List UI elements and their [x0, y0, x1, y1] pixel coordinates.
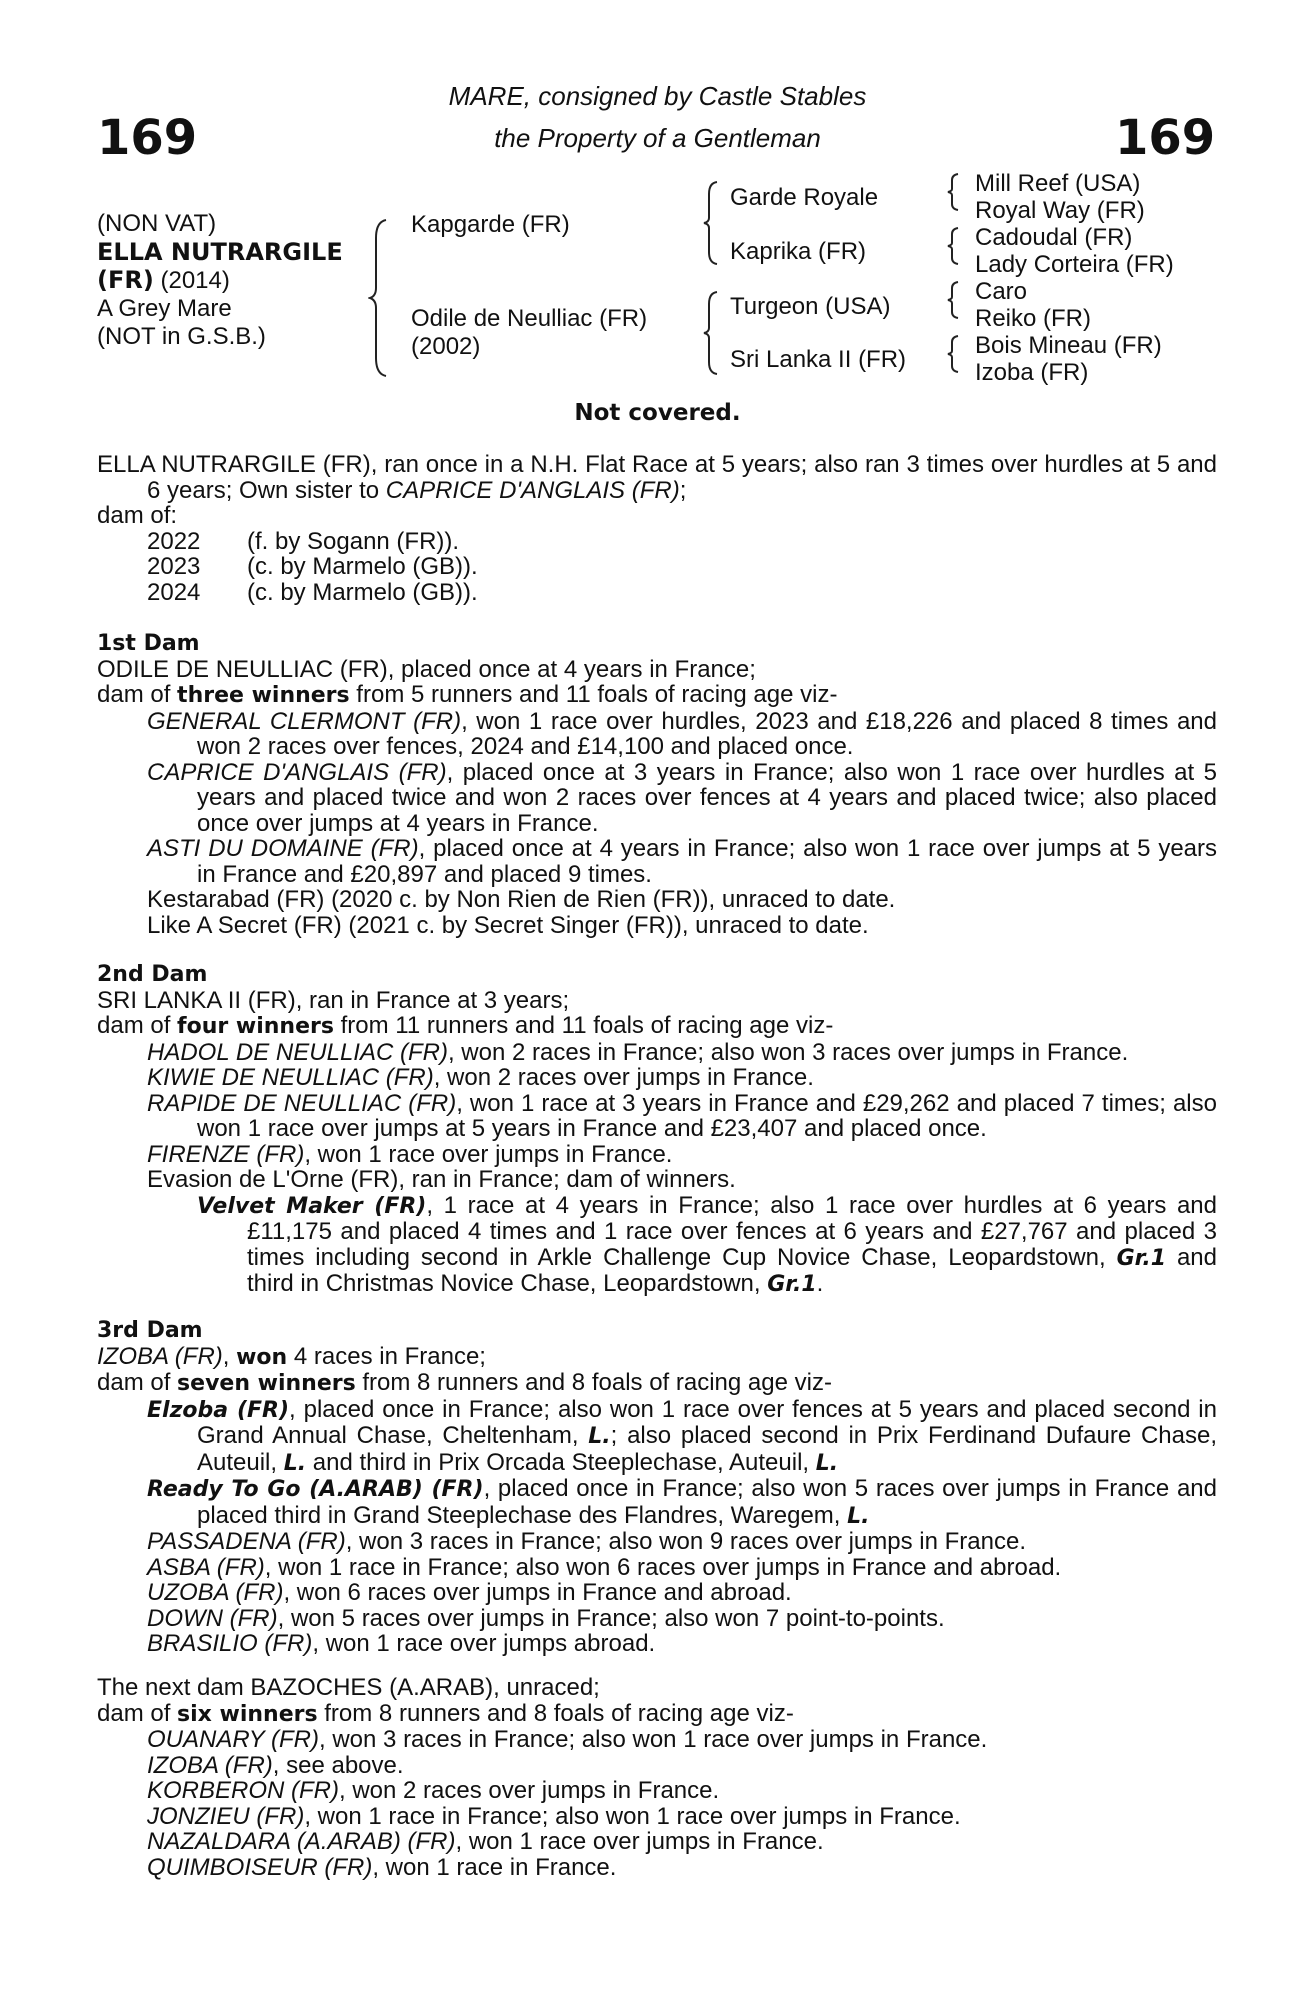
lot-number-left: 169: [97, 110, 198, 166]
horse-country: (FR): [97, 266, 154, 294]
pedigree-sire: Kapgarde (FR): [411, 211, 570, 238]
third-dam-summary: dam of seven winners from 8 runners and 8 foals of racing age viz-: [97, 1369, 832, 1396]
second-dam-section: [97, 962, 1217, 1298]
covering-status: Not covered.: [574, 400, 741, 426]
second-dam-summary: dam of four winners from 11 runners and 11 foals of racing age viz-: [97, 1012, 834, 1039]
pedigree-brace-ds: [946, 280, 960, 320]
horse-description: A Grey Mare: [97, 295, 232, 322]
offspring-entry: NAZALDARA (A.ARAB) (FR), won 1 race over jumps in France.: [147, 1828, 824, 1855]
offspring-entry: Like A Secret (FR) (2021 c. by Secret Singer (FR)), unraced to date.: [147, 911, 869, 939]
intro-text: ELLA NUTRARGILE (FR), ran once in a N.H. Flat Race at 5 years; also ran 3 times over hurdles at 5 and 6 years; Own sister to: [97, 451, 1217, 504]
offspring-entry: JONZIEU (FR), won 1 race in France; also won 1 race over jumps in France.: [147, 1802, 961, 1830]
intro-paragraph: [97, 452, 1217, 503]
offspring-entry: DOWN (FR), won 5 races over jumps in France; also won 7 point-to-points.: [147, 1604, 945, 1632]
pedigree-dss: Caro: [975, 278, 1028, 305]
third-dam-heading: 3rd Dam: [97, 1318, 203, 1343]
next-dam-line: The next dam BAZOCHES (A.ARAB), unraced;: [97, 1674, 600, 1701]
pedigree-dam-brace: [702, 290, 720, 376]
pedigree-dsd: Reiko (FR): [975, 305, 1092, 332]
foal-year: 2022: [147, 527, 201, 555]
horse-record: [97, 452, 1217, 605]
foal-desc: (c. by Marmelo (GB)).: [247, 578, 478, 606]
offspring-entry: Evasion de L'Orne (FR), ran in France; dam of winners.: [147, 1166, 736, 1193]
first-dam-summary: dam of three winners from 5 runners and 11 foals of racing age viz-: [97, 681, 838, 708]
offspring-entry: Ready To Go (A.ARAB) (FR), placed once in France; also won 5 races over jumps in France and placed third in Grand Steeplechase des Flandres, Waregem, L.: [147, 1475, 1217, 1529]
property-line: the Property of a Gentleman: [494, 123, 821, 153]
foal-row: [97, 529, 1217, 555]
offspring-entry: Elzoba (FR), placed once in France; also won 1 race over fences at 5 years and placed second in Grand Annual Chase, Cheltenham, L.; also placed second in Prix Ferdinand Dufaure Chase, Auteuil, L. and third in Prix Orcada Steeplechase, Auteuil, L.: [147, 1395, 1217, 1476]
pedigree-brace-ss: [946, 172, 960, 212]
offspring-entry: QUIMBOISEUR (FR), won 1 race in France.: [147, 1853, 617, 1881]
pedigree-dam: [411, 305, 647, 361]
consignor-line: MARE, consigned by Castle Stables: [448, 81, 867, 111]
offspring-entry: BRASILIO (FR), won 1 race over jumps abroad.: [147, 1630, 656, 1657]
second-dam-heading: 2nd Dam: [97, 962, 208, 987]
pedigree-dds: Bois Mineau (FR): [975, 332, 1162, 359]
pedigree-dam-year: (2002): [411, 333, 481, 360]
offspring-entry: FIRENZE (FR), won 1 race over jumps in France.: [147, 1140, 673, 1168]
next-dam-summary: dam of six winners from 8 runners and 8 foals of racing age viz-: [97, 1699, 794, 1727]
pedigree-sire-dam: Kaprika (FR): [730, 238, 867, 265]
pedigree-ddd: Izoba (FR): [975, 359, 1089, 386]
offspring-entry: PASSADENA (FR), won 3 races in France; also won 9 races over jumps in France.: [147, 1528, 1026, 1555]
horse-identity: [97, 210, 343, 351]
offspring-entry: HADOL DE NEULLIAC (FR), won 2 races in France; also won 3 races over jumps in France.: [147, 1038, 1129, 1066]
foal-desc: (f. by Sogann (FR)).: [247, 527, 460, 555]
offspring-entry: Kestarabad (FR) (2020 c. by Non Rien de Rien (FR)), unraced to date.: [147, 886, 896, 913]
horse-name: ELLA NUTRARGILE: [97, 238, 343, 266]
offspring-entry: KIWIE DE NEULLIAC (FR), won 2 races over jumps in France.: [147, 1064, 814, 1091]
next-dam-section: [97, 1675, 1217, 1880]
pedigree-sdd: Lady Corteira (FR): [975, 251, 1174, 278]
pedigree-main-brace: [368, 218, 390, 378]
intro-end: ;: [679, 476, 687, 504]
pedigree-ssd: Royal Way (FR): [975, 197, 1145, 224]
foal-row: [97, 554, 1217, 580]
offspring-entry: KORBERON (FR), won 2 races over jumps in France.: [147, 1777, 720, 1804]
intro-dam-of: dam of:: [97, 502, 178, 529]
offspring-entry: GENERAL CLERMONT (FR), won 1 race over hurdles, 2023 and £18,226 and placed 8 times and won 2 races over fences, 2024 and £14,100 and placed once.: [147, 707, 1217, 760]
foal-year: 2024: [147, 578, 201, 606]
third-dam-section: [97, 1318, 1217, 1657]
pedigree-brace-sd: [946, 226, 960, 266]
third-dam-line: IZOBA (FR), won 4 races in France;: [97, 1342, 486, 1370]
offspring-entry: ASTI DU DOMAINE (FR), placed once at 4 years in France; also won 1 race over jumps at 5 years in France and £20,897 and placed 9 times.: [147, 835, 1218, 888]
offspring-entry: IZOBA (FR), see above.: [147, 1751, 404, 1779]
pedigree-dam-sire: Turgeon (USA): [730, 293, 891, 320]
foal-desc: (c. by Marmelo (GB)).: [247, 553, 478, 580]
vat-status: (NON VAT): [97, 210, 217, 237]
horse-year: (2014): [160, 267, 230, 294]
pedigree-dam-name: Odile de Neulliac (FR): [411, 305, 648, 332]
lot-number-right: 169: [1115, 110, 1216, 166]
offspring-entry: CAPRICE D'ANGLAIS (FR), placed once at 3 years in France; also won 1 race over hurdles at 5 years and placed twice and won 2 races over fences at 4 years and placed twice; also placed once over jumps at 4 years in France.: [147, 758, 1218, 837]
first-dam-section: [97, 631, 1217, 938]
first-dam-line: ODILE DE NEULLIAC (FR), placed once at 4 years in France;: [97, 655, 756, 683]
second-dam-line: SRI LANKA II (FR), ran in France at 3 years;: [97, 986, 570, 1014]
pedigree-dam-dam: Sri Lanka II (FR): [730, 346, 907, 373]
offspring-entry: RAPIDE DE NEULLIAC (FR), won 1 race at 3 years in France and £29,262 and placed 7 times; also won 1 race over jumps at 5 years in France and £23,407 and placed once.: [147, 1089, 1217, 1142]
intro-sister: CAPRICE D'ANGLAIS (FR): [385, 476, 680, 504]
foal-year: 2023: [147, 553, 201, 580]
pedigree-sss: Mill Reef (USA): [975, 170, 1141, 197]
pedigree-gen3: [975, 170, 1174, 386]
grand-offspring-entry: Velvet Maker (FR), 1 race at 4 years in France; also 1 race over hurdles at 6 years and £11,175 and placed 4 times and 1 race over fences at 6 years and £27,767 and placed 3 times including second in Arkle Challenge Cup Novice Chase, Leopardstown, Gr.1 and third in Christmas Novice Chase, Leopardstown, Gr.1.: [197, 1191, 1218, 1297]
offspring-entry: ASBA (FR), won 1 race in France; also won 6 races over jumps in France and abroad.: [147, 1553, 1062, 1581]
pedigree-sire-brace: [702, 180, 720, 266]
first-dam-heading: 1st Dam: [97, 631, 200, 656]
offspring-entry: UZOBA (FR), won 6 races over jumps in France and abroad.: [147, 1579, 792, 1606]
offspring-entry: OUANARY (FR), won 3 races in France; also won 1 race over jumps in France.: [147, 1726, 988, 1753]
pedigree-brace-dd: [946, 334, 960, 374]
pedigree-sire-sire: Garde Royale: [730, 184, 879, 211]
gsb-status: (NOT in G.S.B.): [97, 323, 266, 350]
pedigree-sds: Cadoudal (FR): [975, 224, 1133, 251]
foal-row: [97, 580, 1217, 606]
